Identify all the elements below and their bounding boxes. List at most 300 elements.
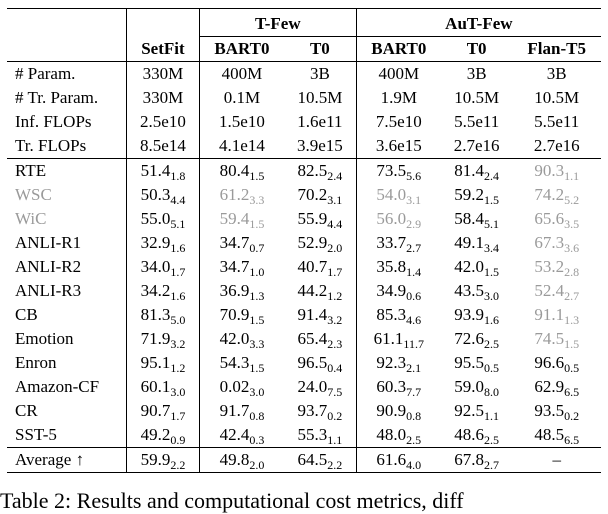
score-mean: 65.4 <box>297 329 328 348</box>
score-cell <box>441 423 513 448</box>
score-std: 3.0 <box>170 385 186 399</box>
score-mean: 90.3 <box>534 161 565 180</box>
score-std: 3.0 <box>249 385 265 399</box>
score-mean: 95.5 <box>454 353 485 372</box>
score-std: 2.8 <box>564 265 580 279</box>
score-mean: 50.3 <box>140 185 171 204</box>
score-mean: 96.5 <box>297 353 328 372</box>
score-std: 2.1 <box>406 361 422 375</box>
score-std: 0.5 <box>564 361 580 375</box>
stat-cell: 400M <box>356 62 441 87</box>
score-cell <box>512 399 601 423</box>
score-cell <box>127 303 200 327</box>
score-std: 2.5 <box>406 433 422 447</box>
score-cell <box>199 279 284 303</box>
group-header-row <box>7 9 601 37</box>
score-cell <box>284 231 356 255</box>
score-std: 4.4 <box>327 217 343 231</box>
score-cell <box>356 207 441 231</box>
col-header-autfew-t0: T0 <box>441 37 513 62</box>
stat-cell: 2.7e16 <box>512 134 601 159</box>
score-cell <box>127 351 200 375</box>
score-std: 5.1 <box>484 217 500 231</box>
score-mean: 42.4 <box>219 425 250 444</box>
score-mean: 85.3 <box>376 305 407 324</box>
score-std: 3.6 <box>564 241 580 255</box>
col-header-autfew-bart0: BART0 <box>356 37 441 62</box>
score-mean: 74.2 <box>534 185 565 204</box>
dataset-row <box>7 423 601 448</box>
score-mean: 48.0 <box>376 425 407 444</box>
score-std: 2.7 <box>484 458 500 472</box>
score-mean: 82.5 <box>297 161 328 180</box>
score-std: 1.1 <box>484 409 500 423</box>
col-header-autfew-flan-t5: Flan-T5 <box>512 37 601 62</box>
score-std: 0.2 <box>327 409 343 423</box>
dataset-row <box>7 351 601 375</box>
score-mean: 74.5 <box>534 329 565 348</box>
dataset-row <box>7 327 601 351</box>
score-mean: 70.2 <box>297 185 328 204</box>
score-std: 3.1 <box>406 193 422 207</box>
score-std: 5.1 <box>170 217 186 231</box>
score-cell <box>284 448 356 473</box>
score-cell <box>199 448 284 473</box>
score-cell <box>199 423 284 448</box>
score-std: 1.5 <box>484 265 500 279</box>
score-mean: 59.4 <box>219 209 250 228</box>
score-std: 1.0 <box>249 265 265 279</box>
score-std: 3.5 <box>564 217 580 231</box>
score-mean: 61.6 <box>376 450 407 469</box>
score-mean: 80.4 <box>219 161 250 180</box>
score-std: 4.0 <box>406 458 422 472</box>
stat-cell: 2.7e16 <box>441 134 513 159</box>
score-mean: 36.9 <box>219 281 250 300</box>
score-cell <box>512 423 601 448</box>
score-mean: 42.0 <box>454 257 485 276</box>
score-mean: 42.0 <box>219 329 250 348</box>
score-mean: 59.9 <box>140 450 171 469</box>
score-std: 2.7 <box>406 241 422 255</box>
score-mean: 91.1 <box>534 305 565 324</box>
stat-cell: 1.9M <box>356 86 441 110</box>
row-label: Tr. FLOPs <box>7 134 127 159</box>
score-mean: 43.5 <box>454 281 485 300</box>
score-mean: 54.0 <box>376 185 407 204</box>
score-std: 3.3 <box>249 193 265 207</box>
score-std: 4.4 <box>170 193 186 207</box>
col-header-tfew-t0: T0 <box>284 37 356 62</box>
dataset-row <box>7 303 601 327</box>
score-std: 1.8 <box>170 169 186 183</box>
score-cell <box>512 375 601 399</box>
score-cell <box>512 255 601 279</box>
score-mean: 92.5 <box>454 401 485 420</box>
score-cell <box>284 159 356 184</box>
score-std: 1.5 <box>484 193 500 207</box>
score-std: 2.0 <box>249 458 265 472</box>
score-mean: 67.8 <box>454 450 485 469</box>
score-cell <box>512 327 601 351</box>
score-mean: 53.2 <box>534 257 565 276</box>
score-cell <box>127 231 200 255</box>
score-mean: 59.0 <box>454 377 485 396</box>
score-cell <box>127 375 200 399</box>
score-cell <box>512 207 601 231</box>
dataset-row <box>7 255 601 279</box>
row-label: Inf. FLOPs <box>15 112 92 131</box>
score-std: 1.6 <box>170 289 186 303</box>
score-std: 0.5 <box>484 361 500 375</box>
dataset-row <box>7 279 601 303</box>
score-mean: 52.9 <box>297 233 328 252</box>
score-cell <box>441 279 513 303</box>
score-std: 2.2 <box>327 458 343 472</box>
score-std: 0.8 <box>249 409 265 423</box>
score-mean: 81.3 <box>140 305 171 324</box>
score-std: 2.5 <box>484 433 500 447</box>
dataset-row <box>7 231 601 255</box>
score-std: 0.7 <box>249 241 265 255</box>
score-std: 7.7 <box>406 385 422 399</box>
row-label: ANLI-R1 <box>15 233 82 252</box>
score-mean: 0.02 <box>219 377 250 396</box>
score-cell <box>441 207 513 231</box>
score-cell <box>441 375 513 399</box>
score-std: 0.3 <box>249 433 265 447</box>
stat-cell: 3.6e15 <box>356 134 441 159</box>
score-cell <box>127 207 200 231</box>
score-mean: 40.7 <box>297 257 328 276</box>
score-mean: 55.9 <box>297 209 328 228</box>
score-std: 1.6 <box>170 241 186 255</box>
score-mean: 34.7 <box>219 257 250 276</box>
score-cell <box>441 399 513 423</box>
score-cell <box>356 448 441 473</box>
score-std: 2.4 <box>327 169 343 183</box>
stat-cell: 330M <box>127 62 200 87</box>
stat-cell: 0.1M <box>199 86 284 110</box>
score-cell <box>127 279 200 303</box>
score-std: 5.0 <box>170 313 186 327</box>
score-mean: 49.2 <box>140 425 171 444</box>
score-mean: 62.9 <box>534 377 565 396</box>
score-cell <box>356 303 441 327</box>
score-std: 1.5 <box>249 217 265 231</box>
stat-cell: 3.9e15 <box>284 134 356 159</box>
score-std: 0.6 <box>406 289 422 303</box>
score-cell <box>356 375 441 399</box>
score-mean: 90.9 <box>376 401 407 420</box>
group-autfew: AuT-Few <box>356 9 601 37</box>
score-mean: 44.2 <box>297 281 328 300</box>
score-cell <box>284 207 356 231</box>
score-std: 4.6 <box>406 313 422 327</box>
score-mean: 96.6 <box>534 353 565 372</box>
stat-cell: 10.5M <box>297 88 343 107</box>
score-mean: 59.2 <box>454 185 485 204</box>
score-std: 3.4 <box>484 241 500 255</box>
score-mean: 34.2 <box>140 281 171 300</box>
score-cell <box>356 183 441 207</box>
row-label: Enron <box>15 353 57 372</box>
score-std: 1.6 <box>484 313 500 327</box>
score-cell <box>199 207 284 231</box>
score-std: 1.7 <box>170 409 186 423</box>
score-cell <box>284 375 356 399</box>
score-mean: 34.0 <box>140 257 171 276</box>
score-cell <box>512 448 601 473</box>
score-cell <box>199 327 284 351</box>
score-std: 2.7 <box>564 289 580 303</box>
score-std: 3.2 <box>327 313 343 327</box>
score-cell <box>441 327 513 351</box>
score-mean: 72.6 <box>454 329 485 348</box>
score-cell <box>199 399 284 423</box>
score-mean: 34.7 <box>219 233 250 252</box>
col-header-tfew-bart0: BART0 <box>199 37 284 62</box>
score-mean: 91.7 <box>219 401 250 420</box>
score-mean: 71.9 <box>140 329 171 348</box>
score-std: 0.2 <box>564 409 580 423</box>
score-std: 7.5 <box>327 385 343 399</box>
score-cell <box>284 423 356 448</box>
score-mean: 56.0 <box>376 209 407 228</box>
stat-cell: 1.5e10 <box>199 110 284 134</box>
stats-row <box>7 62 601 87</box>
score-cell <box>441 231 513 255</box>
score-cell <box>199 303 284 327</box>
score-cell <box>441 159 513 184</box>
score-std: 6.5 <box>564 433 580 447</box>
dataset-row <box>7 207 601 231</box>
score-cell <box>127 327 200 351</box>
group-tfew: T-Few <box>199 9 356 37</box>
score-mean: 55.3 <box>297 425 328 444</box>
col-header-setfit: SetFit <box>127 37 200 62</box>
score-std: 1.3 <box>249 289 265 303</box>
row-label: Average ↑ <box>7 448 127 473</box>
stat-cell: 5.5e11 <box>534 112 580 131</box>
score-std: 6.5 <box>564 385 580 399</box>
score-mean: 55.0 <box>140 209 171 228</box>
score-std: 1.4 <box>406 265 422 279</box>
score-mean: – <box>552 450 561 469</box>
score-std: 2.9 <box>406 217 422 231</box>
results-table <box>7 8 601 473</box>
score-mean: 93.9 <box>454 305 485 324</box>
row-label: ANLI-R3 <box>15 281 82 300</box>
stat-cell: 3B <box>466 64 487 83</box>
score-cell <box>356 231 441 255</box>
score-std: 1.5 <box>249 313 265 327</box>
score-mean: 24.0 <box>297 377 328 396</box>
score-cell <box>356 423 441 448</box>
score-cell <box>284 327 356 351</box>
score-mean: 65.6 <box>534 209 565 228</box>
score-std: 1.7 <box>327 265 343 279</box>
score-cell <box>512 183 601 207</box>
score-cell <box>127 423 200 448</box>
score-std: 5.2 <box>564 193 580 207</box>
score-mean: 51.4 <box>140 161 171 180</box>
column-header-row <box>7 37 601 62</box>
score-std: 0.4 <box>327 361 343 375</box>
score-cell <box>356 159 441 184</box>
score-mean: 93.7 <box>297 401 328 420</box>
score-std: 1.3 <box>564 313 580 327</box>
stat-cell: 7.5e10 <box>356 110 441 134</box>
row-label: CR <box>15 401 38 420</box>
row-label: SST-5 <box>15 425 57 444</box>
score-std: 1.7 <box>170 265 186 279</box>
score-std: 3.1 <box>327 193 343 207</box>
stat-cell: 1.6e11 <box>297 112 343 131</box>
score-std: 0.9 <box>170 433 186 447</box>
score-mean: 81.4 <box>454 161 485 180</box>
row-label: WiC <box>15 209 47 228</box>
score-cell <box>441 448 513 473</box>
row-label: # Tr. Param. <box>15 88 99 107</box>
stat-cell: 10.5M <box>454 88 500 107</box>
score-mean: 54.3 <box>219 353 250 372</box>
score-cell <box>512 303 601 327</box>
score-std: 1.5 <box>249 361 265 375</box>
score-cell <box>284 351 356 375</box>
score-mean: 61.2 <box>219 185 250 204</box>
score-cell <box>199 231 284 255</box>
score-std: 5.6 <box>406 169 422 183</box>
score-std: 3.0 <box>484 289 500 303</box>
table-caption: Table 2: Results and computational cost metrics, diff <box>0 488 464 513</box>
score-std: 8.0 <box>484 385 500 399</box>
score-cell <box>284 303 356 327</box>
stat-cell: 3B <box>309 64 330 83</box>
row-label: Emotion <box>15 329 74 348</box>
score-std: 1.1 <box>327 433 343 447</box>
row-label: # Param. <box>15 64 76 83</box>
score-std: 2.4 <box>484 169 500 183</box>
score-cell <box>127 183 200 207</box>
score-cell <box>127 399 200 423</box>
score-cell <box>199 183 284 207</box>
score-cell <box>356 327 441 351</box>
score-cell <box>199 375 284 399</box>
score-mean: 34.9 <box>376 281 407 300</box>
stat-cell: 10.5M <box>534 88 580 107</box>
score-mean: 64.5 <box>297 450 328 469</box>
score-cell <box>199 351 284 375</box>
score-cell <box>441 255 513 279</box>
score-cell <box>356 279 441 303</box>
score-mean: 48.6 <box>454 425 485 444</box>
score-cell <box>512 351 601 375</box>
score-std: 1.2 <box>170 361 186 375</box>
score-std: 2.2 <box>170 458 186 472</box>
score-cell <box>441 183 513 207</box>
score-std: 2.5 <box>484 337 500 351</box>
score-mean: 73.5 <box>376 161 407 180</box>
score-mean: 48.5 <box>534 425 565 444</box>
stat-cell: 4.1e14 <box>199 134 284 159</box>
score-mean: 58.4 <box>454 209 485 228</box>
stat-cell: 8.5e14 <box>127 134 200 159</box>
score-cell <box>441 303 513 327</box>
dataset-row <box>7 399 601 423</box>
row-label: Amazon-CF <box>15 377 100 396</box>
stats-row <box>7 110 601 134</box>
score-mean: 70.9 <box>219 305 250 324</box>
score-cell <box>127 159 200 184</box>
score-cell <box>441 351 513 375</box>
score-cell <box>127 448 200 473</box>
score-mean: 52.4 <box>534 281 565 300</box>
score-cell <box>356 255 441 279</box>
score-cell <box>127 255 200 279</box>
score-mean: 49.1 <box>454 233 485 252</box>
dataset-row <box>7 159 601 184</box>
stat-cell: 5.5e11 <box>454 112 500 131</box>
score-mean: 35.8 <box>376 257 407 276</box>
score-mean: 92.3 <box>376 353 407 372</box>
score-cell <box>284 255 356 279</box>
score-cell <box>512 231 601 255</box>
average-row <box>7 448 601 473</box>
score-mean: 60.3 <box>376 377 407 396</box>
stat-cell: 3B <box>546 64 567 83</box>
score-mean: 95.1 <box>140 353 171 372</box>
score-cell <box>356 351 441 375</box>
score-mean: 91.4 <box>297 305 328 324</box>
score-std: 0.8 <box>406 409 422 423</box>
dataset-row <box>7 375 601 399</box>
row-label: RTE <box>7 159 127 184</box>
score-mean: 33.7 <box>376 233 407 252</box>
score-mean: 60.1 <box>140 377 171 396</box>
score-std: 2.0 <box>327 241 343 255</box>
row-label: ANLI-R2 <box>15 257 82 276</box>
score-mean: 61.1 <box>373 329 404 348</box>
score-cell <box>356 399 441 423</box>
score-cell <box>199 255 284 279</box>
score-mean: 49.8 <box>219 450 250 469</box>
score-std: 3.3 <box>249 337 265 351</box>
score-cell <box>199 159 284 184</box>
score-std: 1.5 <box>564 337 580 351</box>
score-std: 3.2 <box>170 337 186 351</box>
score-std: 1.2 <box>327 289 343 303</box>
score-cell <box>284 183 356 207</box>
score-std: 2.3 <box>327 337 343 351</box>
score-cell <box>284 399 356 423</box>
stats-row <box>7 86 601 110</box>
stat-cell: 2.5e10 <box>127 110 200 134</box>
row-label: CB <box>15 305 38 324</box>
dataset-row <box>7 183 601 207</box>
stats-row <box>7 134 601 159</box>
score-cell <box>284 279 356 303</box>
score-mean: 67.3 <box>534 233 565 252</box>
score-mean: 32.9 <box>140 233 171 252</box>
score-std: 1.5 <box>249 169 265 183</box>
score-std: 1.1 <box>564 169 580 183</box>
score-mean: 93.5 <box>534 401 565 420</box>
score-cell <box>512 279 601 303</box>
score-std: 11.7 <box>403 337 424 351</box>
stat-cell: 330M <box>127 86 200 110</box>
score-mean: 90.7 <box>140 401 171 420</box>
